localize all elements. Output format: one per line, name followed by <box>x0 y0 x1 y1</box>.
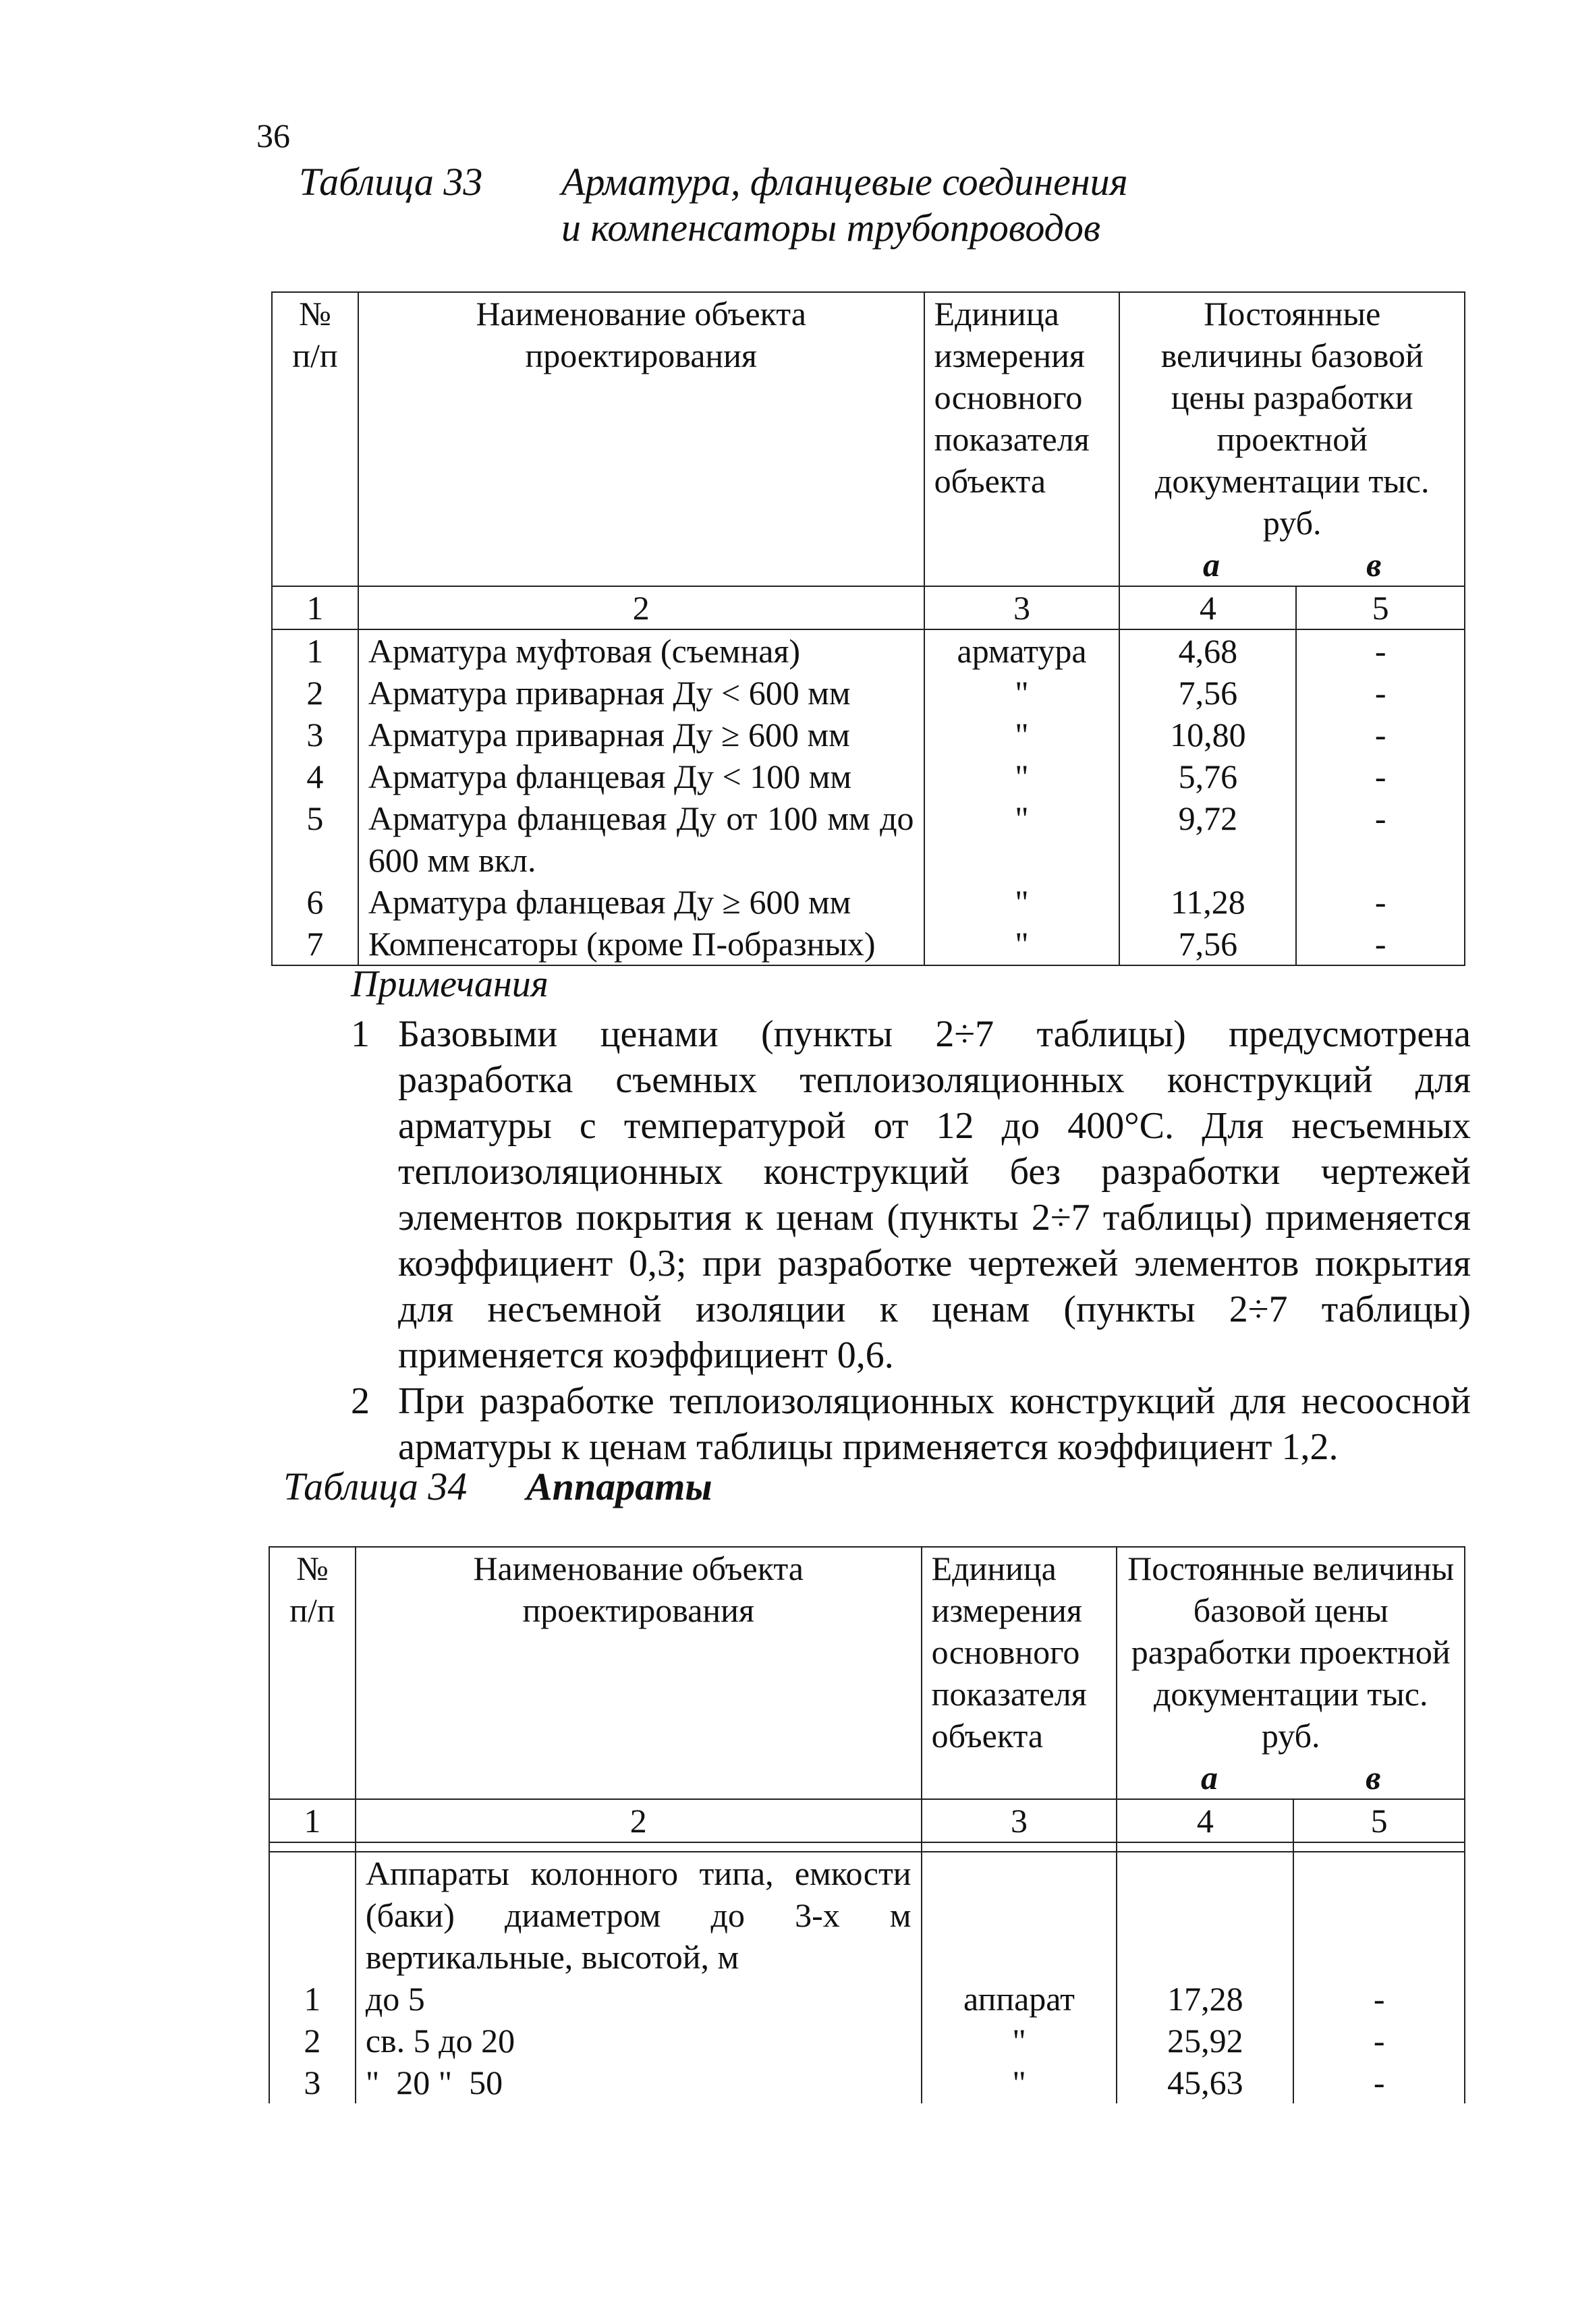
col-header-name: Наименование объекта проектирования <box>358 292 924 586</box>
row-name: " 20 " 50 <box>356 2062 922 2103</box>
row-value-b: - <box>1296 672 1465 714</box>
row-name: Арматура фланцевая Ду ≥ 600 мм <box>358 881 924 923</box>
table-row <box>269 2062 1465 2103</box>
row-value-a: 11,28 <box>1119 881 1296 923</box>
row-num: 2 <box>272 672 358 714</box>
row-value-b: - <box>1296 629 1465 672</box>
row-num <box>269 1852 356 1978</box>
row-num: 1 <box>272 629 358 672</box>
table-34-title: Аппараты <box>526 1465 712 1508</box>
col-number: 5 <box>1296 586 1465 629</box>
page-number: 36 <box>256 117 290 154</box>
row-name: Арматура приварная Ду < 600 мм <box>358 672 924 714</box>
col-number: 1 <box>272 586 358 629</box>
row-unit: " <box>922 2020 1117 2062</box>
table-row <box>272 714 1465 756</box>
row-value-a: 17,28 <box>1117 1978 1293 2020</box>
table-33-title-line: Арматура, фланцевые соединения <box>561 160 1128 204</box>
row-value-b: - <box>1296 714 1465 756</box>
separator-cell <box>922 1842 1117 1852</box>
table-row <box>272 756 1465 797</box>
row-value-a: 5,76 <box>1119 756 1296 797</box>
row-value-a: 10,80 <box>1119 714 1296 756</box>
separator-cell <box>1293 1842 1465 1852</box>
row-value-a: 25,92 <box>1117 2020 1293 2062</box>
table-33-title-line: и компенсаторы трубопроводов <box>561 206 1101 250</box>
col-number: 4 <box>1119 586 1296 629</box>
row-value-b: - <box>1293 2062 1465 2103</box>
price-subheaders <box>1127 1757 1455 1798</box>
notes-section <box>351 961 1471 1470</box>
table-group-row <box>269 1852 1465 1978</box>
group-title: Аппараты колонного типа, емкости (баки) диаметром до 3-х м вертикальные, высотой, м <box>356 1852 922 1978</box>
price-subheaders <box>1129 544 1455 586</box>
row-value-b <box>1293 1852 1465 1978</box>
note-number: 2 <box>351 1380 370 1422</box>
row-name: св. 5 до 20 <box>356 2020 922 2062</box>
table-header-row <box>272 292 1465 586</box>
row-value-b: - <box>1296 756 1465 797</box>
row-value-a: 7,56 <box>1119 672 1296 714</box>
col-number: 5 <box>1293 1799 1465 1842</box>
row-num: 7 <box>272 923 358 965</box>
row-name: Арматура муфтовая (съемная) <box>358 629 924 672</box>
row-value-b: - <box>1296 797 1465 881</box>
row-num: 5 <box>272 797 358 881</box>
subheader-b: в <box>1366 546 1382 584</box>
col-header-num: № п/п <box>269 1547 356 1799</box>
table-row <box>269 2020 1465 2062</box>
row-unit: аппарат <box>922 1978 1117 2020</box>
row-value-a <box>1117 1852 1293 1978</box>
row-num: 2 <box>269 2020 356 2062</box>
col-number: 3 <box>924 586 1120 629</box>
table-33 <box>271 291 1465 966</box>
note-text: При разработке теплоизоляционных конструкций для несоосной арматуры к ценам таблицы применяется коэффициент 1,2. <box>398 1380 1471 1468</box>
price-header-text: Постоянные величины базовой цены разработки проектной документации тыс. руб. <box>1154 295 1430 542</box>
price-header-text: Постоянные величины базовой цены разработки проектной документации тыс. руб. <box>1127 1550 1455 1755</box>
column-number-row <box>269 1799 1465 1842</box>
table-row <box>272 881 1465 923</box>
table-row <box>272 923 1465 965</box>
table-row <box>272 797 1465 881</box>
table-row <box>272 672 1465 714</box>
notes-heading: Примечания <box>351 963 549 1005</box>
row-value-b: - <box>1293 1978 1465 2020</box>
note-item <box>351 1011 1471 1378</box>
col-number: 2 <box>356 1799 922 1842</box>
table-33-label: Таблица 33 <box>299 160 483 204</box>
table-header-row <box>269 1547 1465 1799</box>
row-value-b: - <box>1296 923 1465 965</box>
row-value-a: 45,63 <box>1117 2062 1293 2103</box>
row-name: Компенсаторы (кроме П-образных) <box>358 923 924 965</box>
col-number: 4 <box>1117 1799 1293 1842</box>
row-value-a: 7,56 <box>1119 923 1296 965</box>
col-header-price <box>1117 1547 1465 1799</box>
row-num: 1 <box>269 1978 356 2020</box>
separator-cell <box>269 1842 356 1852</box>
row-unit: " <box>924 756 1120 797</box>
row-unit <box>922 1852 1117 1978</box>
row-value-b: - <box>1293 2020 1465 2062</box>
col-header-unit: Единица измерения основного показателя объекта <box>924 292 1120 586</box>
table-row <box>269 1978 1465 2020</box>
row-unit: " <box>924 881 1120 923</box>
row-unit: арматура <box>924 629 1120 672</box>
row-value-a: 4,68 <box>1119 629 1296 672</box>
note-number: 1 <box>351 1013 370 1055</box>
separator-cell <box>356 1842 922 1852</box>
row-num: 4 <box>272 756 358 797</box>
row-value-a: 9,72 <box>1119 797 1296 881</box>
row-unit: " <box>924 797 1120 881</box>
col-number: 1 <box>269 1799 356 1842</box>
column-number-row <box>272 586 1465 629</box>
col-header-num: № п/п <box>272 292 358 586</box>
row-num: 3 <box>272 714 358 756</box>
table-33-title <box>561 159 1169 251</box>
separator-row <box>269 1842 1465 1852</box>
subheader-b: в <box>1366 1759 1381 1796</box>
row-num: 3 <box>269 2062 356 2103</box>
row-unit: " <box>924 923 1120 965</box>
row-name: до 5 <box>356 1978 922 2020</box>
table-34 <box>269 1546 1465 2103</box>
row-name: Арматура фланцевая Ду от 100 мм до 600 мм вкл. <box>358 797 924 881</box>
row-value-b: - <box>1296 881 1465 923</box>
col-number: 2 <box>358 586 924 629</box>
subheader-a: а <box>1203 546 1220 584</box>
subheader-a: а <box>1201 1759 1218 1796</box>
note-text: Базовыми ценами (пункты 2÷7 таблицы) предусмотрена разработка съемных теплоизоляционных конструкций для арматуры с температурой от 12 до 400°С. Для несъемных теплоизоляционных конструкций без разработки чертежей элементов покрытия к ценам (пункты 2÷7 таблицы) применяется коэффициент 0,3; при разработке чертежей элементов покрытия для несъемной изоляции к ценам (пункты 2÷7 таблицы) применяется коэффициент 0,6. <box>398 1013 1471 1376</box>
col-header-name: Наименование объекта проектирования <box>356 1547 922 1799</box>
table-row <box>272 629 1465 672</box>
row-name: Арматура приварная Ду ≥ 600 мм <box>358 714 924 756</box>
table-34-label: Таблица 34 <box>283 1465 468 1508</box>
col-header-price <box>1119 292 1465 586</box>
row-unit: " <box>924 714 1120 756</box>
row-name: Арматура фланцевая Ду < 100 мм <box>358 756 924 797</box>
col-header-unit: Единица измерения основного показателя объекта <box>922 1547 1117 1799</box>
col-number: 3 <box>922 1799 1117 1842</box>
row-unit: " <box>924 672 1120 714</box>
separator-cell <box>1117 1842 1293 1852</box>
note-item <box>351 1378 1471 1470</box>
row-num: 6 <box>272 881 358 923</box>
row-unit: " <box>922 2062 1117 2103</box>
